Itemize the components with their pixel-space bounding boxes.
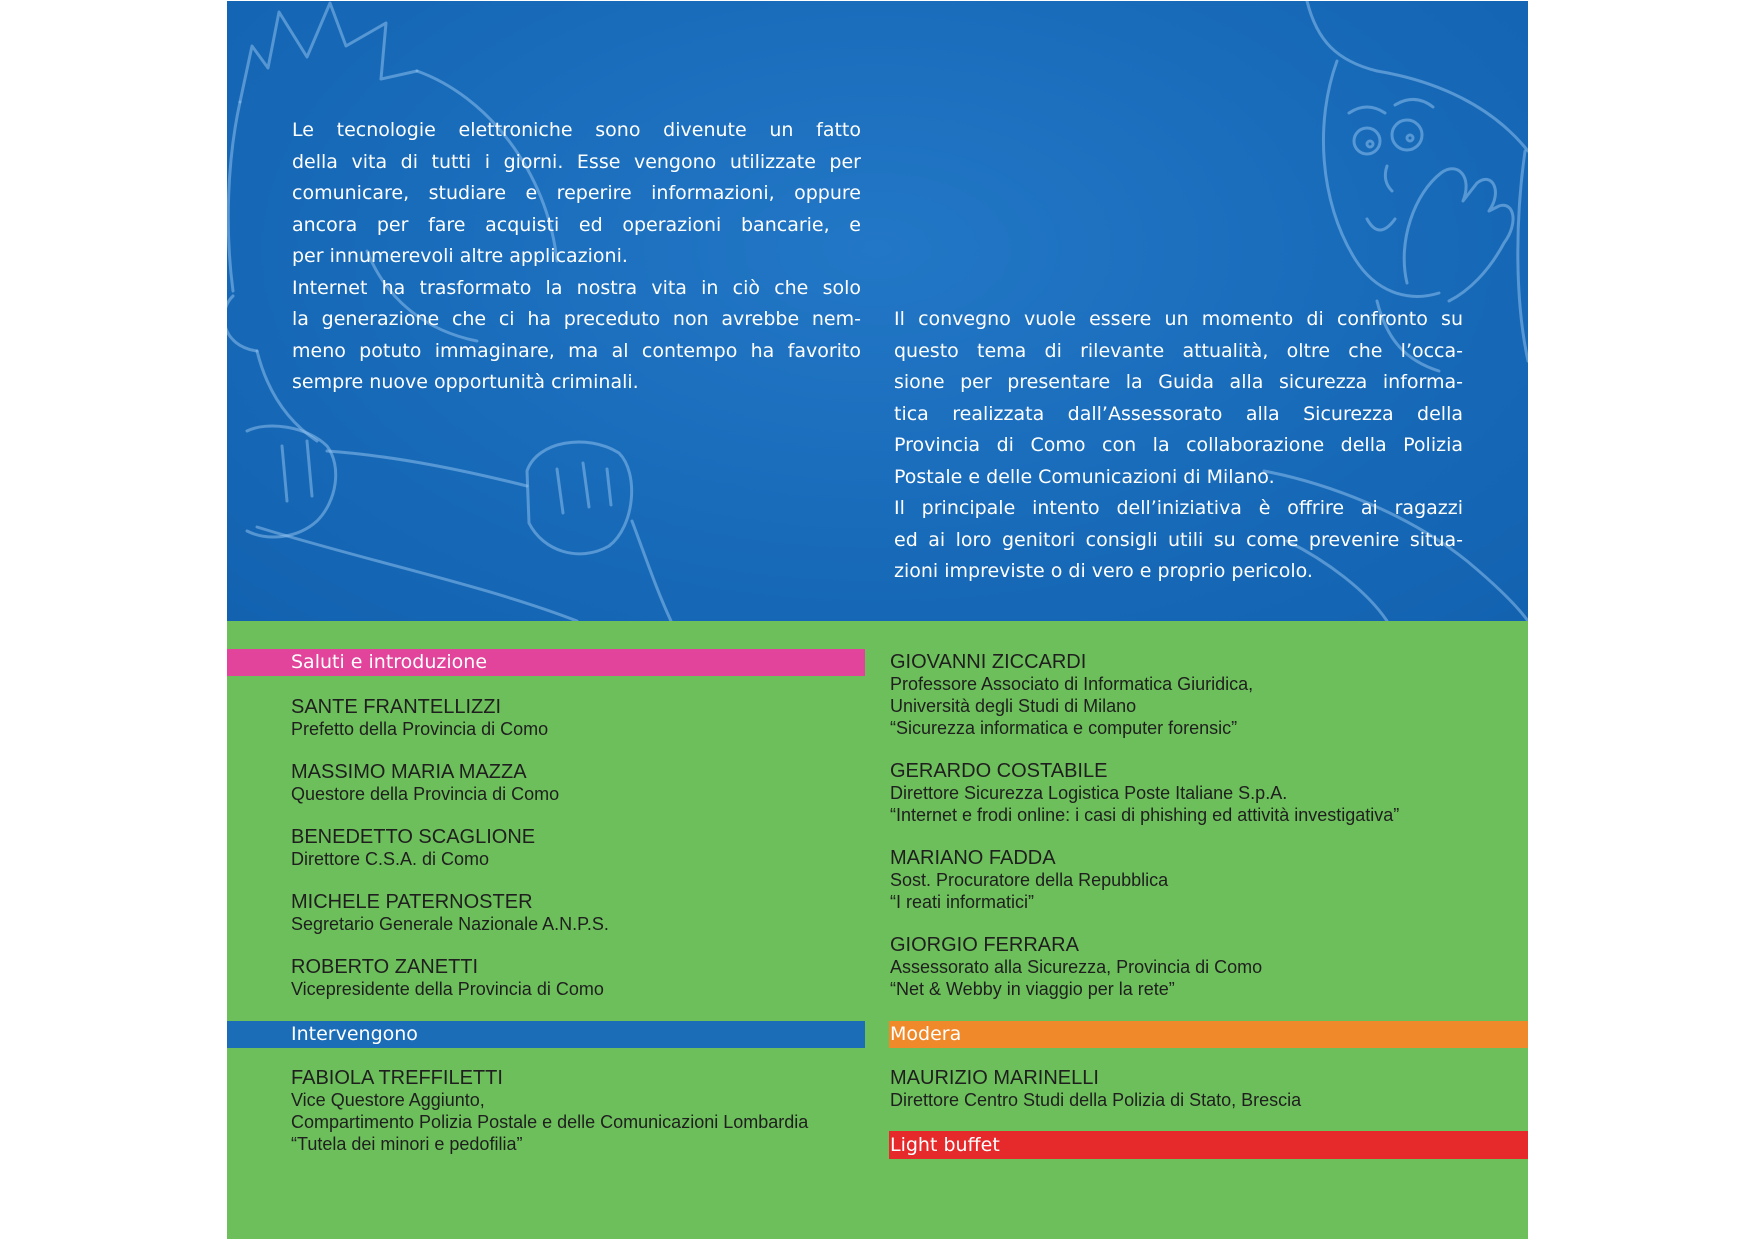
speaker-role: Segretario Generale Nazionale A.N.P.S. [291, 914, 609, 934]
intro-line: tica realizzata dall’Assessorato alla Sicurezza della [894, 402, 1463, 425]
brochure-panel [227, 1, 1528, 1239]
speaker-name: MARIANO FADDA [890, 847, 1056, 869]
speaker-role: Sost. Procuratore della Repubblica [890, 870, 1169, 890]
speaker-role: Direttore C.S.A. di Como [291, 849, 490, 869]
speaker-name: GERARDO COSTABILE [890, 760, 1108, 782]
intro-line: Il convegno vuole essere un momento di confronto su [894, 308, 1463, 330]
speaker-affiliation: Università degli Studi di Milano [890, 696, 1137, 716]
intro-line: zioni impreviste o di vero e proprio pericolo. [894, 560, 1313, 582]
speaker-entry [291, 826, 865, 870]
buffet-label: Light buffet [890, 1134, 1000, 1156]
speaker-name: BENEDETTO SCAGLIONE [291, 826, 536, 848]
speaker-role: Direttore Sicurezza Logistica Poste Italiane S.p.A. [890, 783, 1288, 803]
speaker-name: GIOVANNI ZICCARDI [890, 651, 1087, 673]
intro-line: questo tema di rilevante attualità, oltre che l’occa- [894, 339, 1463, 362]
greetings-list [227, 696, 865, 1000]
speaker-entry [890, 760, 1528, 826]
buffet-bar [889, 1131, 1528, 1159]
speaker-name: FABIOLA TREFFILETTI [291, 1067, 503, 1089]
speaker-name: ROBERTO ZANETTI [291, 956, 479, 978]
moderator-name: MAURIZIO MARINELLI [890, 1067, 1099, 1089]
speaker-entry [890, 651, 1528, 739]
speaker-affiliation: Compartimento Polizia Postale e delle Comunicazioni Lombardia [291, 1112, 809, 1132]
intro-line: ancora per fare acquisti ed operazioni bancarie, e [292, 213, 861, 236]
speaker-name: MICHELE PATERNOSTER [291, 891, 533, 913]
moderator-header-label: Modera [890, 1023, 962, 1045]
speaker-talk-title: “I reati informatici” [890, 892, 1035, 912]
intro-line: Provincia di Como con la collaborazione della Polizia [894, 434, 1463, 456]
greetings-header-bar [227, 649, 865, 676]
speaker-entry [291, 891, 865, 935]
intro-line: Il principale intento dell’iniziativa è offrire ai ragazzi [894, 497, 1463, 519]
program-section [227, 621, 1528, 1239]
speaker-entry [890, 847, 1528, 913]
speakers-header-bar [227, 1021, 865, 1048]
intro-line: della vita di tutti i giorni. Esse vengono utilizzate per [292, 150, 861, 173]
speaker-entry [291, 1067, 865, 1155]
speaker-talk-title: “Internet e frodi online: i casi di phishing ed attività investigativa” [890, 805, 1400, 825]
intro-line: Le tecnologie elettroniche sono divenute un fatto [292, 119, 861, 141]
speaker-talk-title: “Net & Webby in viaggio per la rete” [890, 979, 1175, 999]
program-left-column [227, 649, 865, 1155]
intro-line: sione per presentare la Guida alla sicurezza informa- [894, 371, 1463, 393]
speaker-name: MASSIMO MARIA MAZZA [291, 761, 527, 783]
speaker-talk-title: “Tutela dei minori e pedofilia” [291, 1134, 523, 1154]
intro-line: Internet ha trasformato la nostra vita in ciò che solo [292, 276, 861, 299]
program-right-column [889, 651, 1528, 1159]
intro-text-right [894, 304, 1463, 588]
speakers-header-label: Intervengono [291, 1023, 418, 1045]
speaker-role: Questore della Provincia di Como [291, 784, 560, 804]
intro-line: la generazione che ci ha preceduto non avrebbe nem- [292, 308, 861, 330]
speaker-role: Vicepresidente della Provincia di Como [291, 979, 604, 999]
intro-text-left [292, 115, 861, 399]
intro-line: meno potuto immaginare, ma al contempo ha favorito [292, 339, 861, 362]
intro-line: Postale e delle Comunicazioni di Milano. [894, 465, 1275, 488]
moderator-header-bar [889, 1021, 1528, 1048]
intro-line: per innumerevoli altre applicazioni. [292, 245, 628, 267]
speaker-entry [291, 696, 865, 740]
moderator-list [889, 1067, 1528, 1111]
speaker-role: Assessorato alla Sicurezza, Provincia di Como [890, 957, 1263, 977]
speaker-talk-title: “Sicurezza informatica e computer forensic” [890, 718, 1238, 738]
speaker-role: Professore Associato di Informatica Giuridica, [890, 674, 1254, 694]
speaker-entry [291, 956, 865, 1000]
speaker-entry [291, 761, 865, 805]
speakers-list [227, 1067, 865, 1155]
intro-line: ed ai loro genitori consigli utili su come prevenire situa- [894, 528, 1463, 551]
greetings-header-label: Saluti e introduzione [291, 651, 488, 673]
speakers-list [889, 651, 1528, 1000]
speaker-entry [890, 1067, 1528, 1111]
speaker-name: GIORGIO FERRARA [890, 934, 1079, 956]
intro-line: comunicare, studiare e reperire informazioni, oppure [292, 182, 861, 204]
moderator-role: Direttore Centro Studi della Polizia di Stato, Brescia [890, 1090, 1302, 1110]
intro-line: sempre nuove opportunità criminali. [292, 371, 639, 393]
speaker-entry [890, 934, 1528, 1000]
intro-section [227, 1, 1528, 621]
speaker-role: Vice Questore Aggiunto, [291, 1090, 485, 1110]
speaker-name: SANTE FRANTELLIZZI [291, 696, 502, 718]
speaker-role: Prefetto della Provincia di Como [291, 719, 549, 739]
